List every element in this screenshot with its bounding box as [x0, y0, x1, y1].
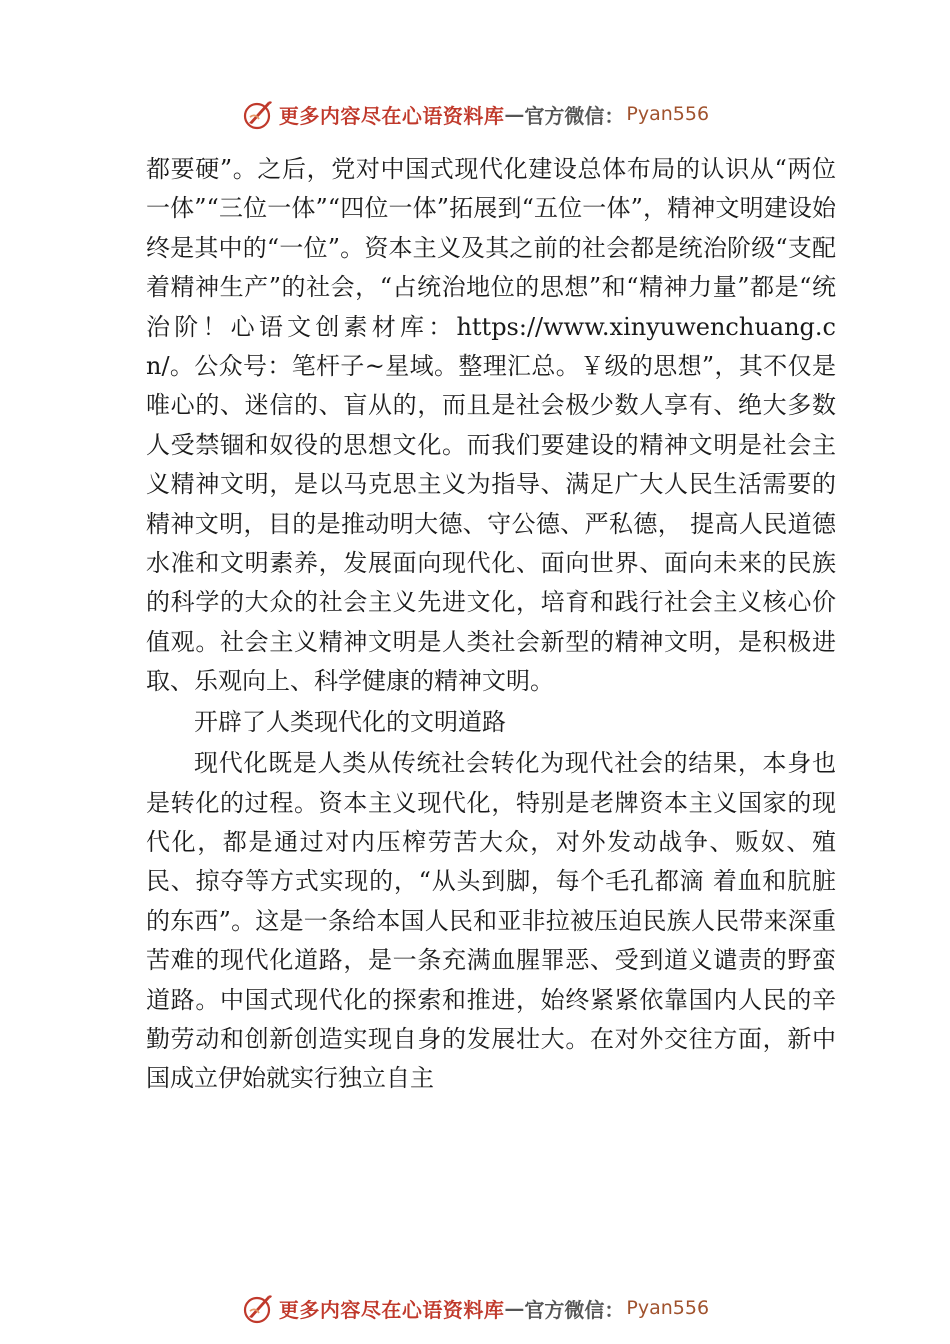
banner-dash: — [504, 102, 525, 126]
footer-banner [0, 1288, 950, 1328]
paragraph-1: 都要硬”。之后，党对中国式现代化建设总体布局的认识从“两位一体”“三位一体”“四位一体”拓展到“五位一体”，精神文明建设始终是其中的“一位”。资本主义及其之前的社会都是统治阶级“支配着精神生产”的社会，“占统治地位的思想”和“精神力量”都是“统治阶！心语文创素材库：https://www.xinyuwenchuang.cn/。公众号：笔杆子~星域。整理汇总。￥级的思想”，其不仅是唯心的、迷信的、盲从的，而且是社会极少数人享有、绝大多数人受禁锢和奴役的思想文化。而我们要建设的精神文明是社会主义精神文明，是以马克思主义为指导、满足广大人民生活需要的精神文明，目的是推动明大德、守公德、严私德， 提高人民道德水准和文明素养，发展面向现代化、面向世界、面向未来的民族的科学的大众的社会主义先进文化，培育和践行社会主义核心价值观。社会主义精神文明是人类社会新型的精神文明，是积极进取、乐观向上、科学健康的精神文明。 [146, 155, 836, 696]
quill-pen-logo-icon [241, 1291, 275, 1325]
quill-pen-logo-icon [241, 97, 275, 131]
banner-wechat-id: Pyan556 [626, 103, 710, 125]
paragraph-2: 现代化既是人类从传统社会转化为现代社会的结果，本身也是转化的过程。资本主义现代化，特别是老牌资本主义国家的现代化，都是通过对内压榨劳苦大众，对外发动战争、贩奴、殖民、掠夺等方式实现的，“从头到脚，每个毛孔都滴 着血和肮脏的东西”。这是一条给本国人民和亚非拉被压迫民族人民带来深重苦难的现代化道路，是一条充满血腥罪恶、受到道义谴责的野蛮道路。中国式现代化的探索和推进，始终紧紧依靠国内人民的辛勤劳动和创新创造实现自身的发展壮大。在对外交往方面，新中国成立伊始就实行独立自主 [146, 749, 836, 1093]
section-heading: 开辟了人类现代化的文明道路 [194, 707, 506, 736]
banner-wechat-label: 官方微信： [524, 1297, 625, 1322]
banner-dash: — [504, 1296, 525, 1320]
document-body [146, 150, 836, 1099]
banner-site-name: 更多内容尽在心语资料库 [278, 1297, 505, 1322]
banner-wechat-label: 官方微信： [524, 103, 625, 128]
header-banner [0, 94, 950, 134]
banner-site-name: 更多内容尽在心语资料库 [278, 103, 505, 128]
banner-wechat-id: Pyan556 [626, 1297, 710, 1319]
